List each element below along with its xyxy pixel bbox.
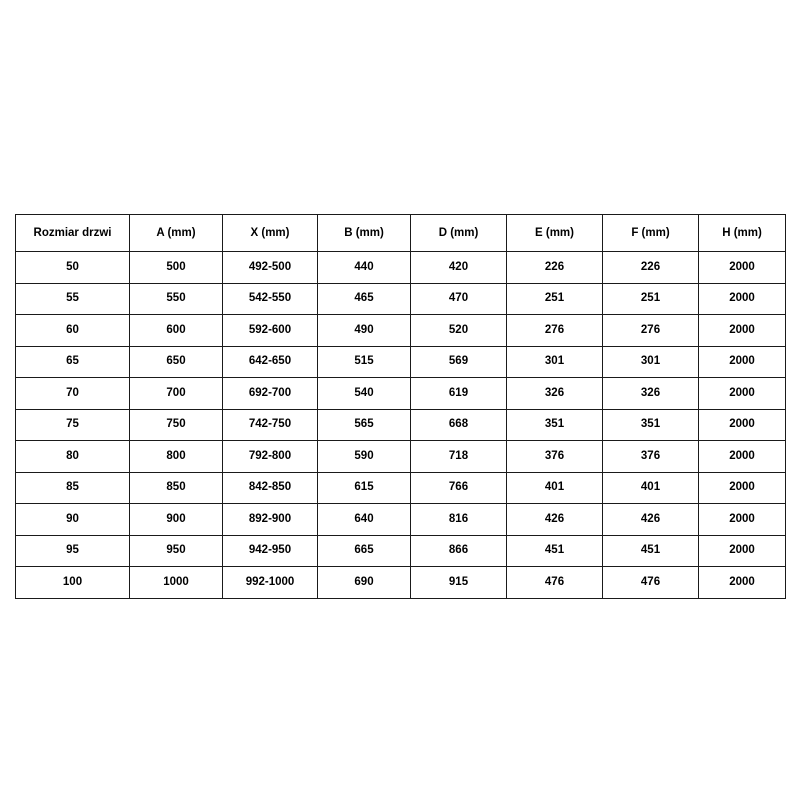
- cell-b: 540: [318, 378, 411, 410]
- cell-size: 95: [16, 535, 130, 567]
- cell-d: 816: [411, 504, 507, 536]
- cell-a: 900: [130, 504, 223, 536]
- cell-size: 70: [16, 378, 130, 410]
- column-header-b: B (mm): [318, 215, 411, 252]
- cell-f: 251: [603, 283, 699, 315]
- table-row: [16, 346, 786, 378]
- cell-h: 2000: [699, 283, 786, 315]
- cell-f: 426: [603, 504, 699, 536]
- cell-h: 2000: [699, 346, 786, 378]
- table-row: [16, 535, 786, 567]
- cell-f: 376: [603, 441, 699, 473]
- cell-f: 401: [603, 472, 699, 504]
- cell-x: 942-950: [223, 535, 318, 567]
- cell-size: 80: [16, 441, 130, 473]
- table-row: [16, 409, 786, 441]
- cell-h: 2000: [699, 535, 786, 567]
- cell-e: 451: [507, 535, 603, 567]
- cell-a: 850: [130, 472, 223, 504]
- cell-x: 842-850: [223, 472, 318, 504]
- column-header-x: X (mm): [223, 215, 318, 252]
- table-row: [16, 315, 786, 347]
- cell-d: 520: [411, 315, 507, 347]
- cell-b: 640: [318, 504, 411, 536]
- cell-d: 619: [411, 378, 507, 410]
- cell-e: 376: [507, 441, 603, 473]
- cell-h: 2000: [699, 567, 786, 599]
- cell-d: 420: [411, 252, 507, 284]
- cell-d: 470: [411, 283, 507, 315]
- cell-b: 465: [318, 283, 411, 315]
- cell-e: 251: [507, 283, 603, 315]
- cell-h: 2000: [699, 252, 786, 284]
- column-header-rozmiar-drzwi: Rozmiar drzwi: [16, 215, 130, 252]
- cell-x: 692-700: [223, 378, 318, 410]
- table-row: [16, 378, 786, 410]
- cell-size: 60: [16, 315, 130, 347]
- cell-b: 490: [318, 315, 411, 347]
- cell-x: 992-1000: [223, 567, 318, 599]
- cell-f: 451: [603, 535, 699, 567]
- cell-d: 866: [411, 535, 507, 567]
- door-size-spec-table: [15, 214, 786, 599]
- cell-d: 569: [411, 346, 507, 378]
- cell-h: 2000: [699, 409, 786, 441]
- cell-d: 718: [411, 441, 507, 473]
- cell-f: 351: [603, 409, 699, 441]
- cell-a: 800: [130, 441, 223, 473]
- cell-x: 742-750: [223, 409, 318, 441]
- table-row: [16, 504, 786, 536]
- cell-a: 950: [130, 535, 223, 567]
- cell-size: 100: [16, 567, 130, 599]
- cell-size: 65: [16, 346, 130, 378]
- cell-e: 476: [507, 567, 603, 599]
- table-header-row: [16, 215, 786, 252]
- cell-b: 590: [318, 441, 411, 473]
- cell-a: 650: [130, 346, 223, 378]
- table-row: [16, 252, 786, 284]
- cell-h: 2000: [699, 472, 786, 504]
- cell-e: 226: [507, 252, 603, 284]
- cell-b: 665: [318, 535, 411, 567]
- table-row: [16, 567, 786, 599]
- cell-b: 690: [318, 567, 411, 599]
- cell-size: 55: [16, 283, 130, 315]
- cell-x: 542-550: [223, 283, 318, 315]
- cell-b: 565: [318, 409, 411, 441]
- cell-a: 500: [130, 252, 223, 284]
- cell-e: 401: [507, 472, 603, 504]
- cell-e: 326: [507, 378, 603, 410]
- cell-size: 50: [16, 252, 130, 284]
- cell-x: 492-500: [223, 252, 318, 284]
- cell-a: 1000: [130, 567, 223, 599]
- cell-h: 2000: [699, 441, 786, 473]
- cell-f: 326: [603, 378, 699, 410]
- cell-h: 2000: [699, 504, 786, 536]
- column-header-e: E (mm): [507, 215, 603, 252]
- cell-f: 276: [603, 315, 699, 347]
- spec-table-container: [15, 214, 785, 599]
- cell-b: 440: [318, 252, 411, 284]
- table-header: [16, 215, 786, 252]
- cell-e: 426: [507, 504, 603, 536]
- cell-x: 642-650: [223, 346, 318, 378]
- cell-h: 2000: [699, 378, 786, 410]
- cell-f: 301: [603, 346, 699, 378]
- cell-x: 892-900: [223, 504, 318, 536]
- cell-size: 90: [16, 504, 130, 536]
- cell-b: 615: [318, 472, 411, 504]
- table-row: [16, 283, 786, 315]
- cell-d: 668: [411, 409, 507, 441]
- cell-e: 276: [507, 315, 603, 347]
- table-body: [16, 252, 786, 599]
- column-header-h: H (mm): [699, 215, 786, 252]
- table-row: [16, 472, 786, 504]
- table-row: [16, 441, 786, 473]
- cell-size: 85: [16, 472, 130, 504]
- cell-a: 700: [130, 378, 223, 410]
- column-header-d: D (mm): [411, 215, 507, 252]
- cell-x: 592-600: [223, 315, 318, 347]
- cell-e: 301: [507, 346, 603, 378]
- cell-a: 600: [130, 315, 223, 347]
- column-header-f: F (mm): [603, 215, 699, 252]
- column-header-a: A (mm): [130, 215, 223, 252]
- cell-b: 515: [318, 346, 411, 378]
- cell-x: 792-800: [223, 441, 318, 473]
- cell-a: 550: [130, 283, 223, 315]
- cell-h: 2000: [699, 315, 786, 347]
- cell-e: 351: [507, 409, 603, 441]
- cell-d: 766: [411, 472, 507, 504]
- cell-d: 915: [411, 567, 507, 599]
- cell-size: 75: [16, 409, 130, 441]
- cell-f: 476: [603, 567, 699, 599]
- cell-f: 226: [603, 252, 699, 284]
- cell-a: 750: [130, 409, 223, 441]
